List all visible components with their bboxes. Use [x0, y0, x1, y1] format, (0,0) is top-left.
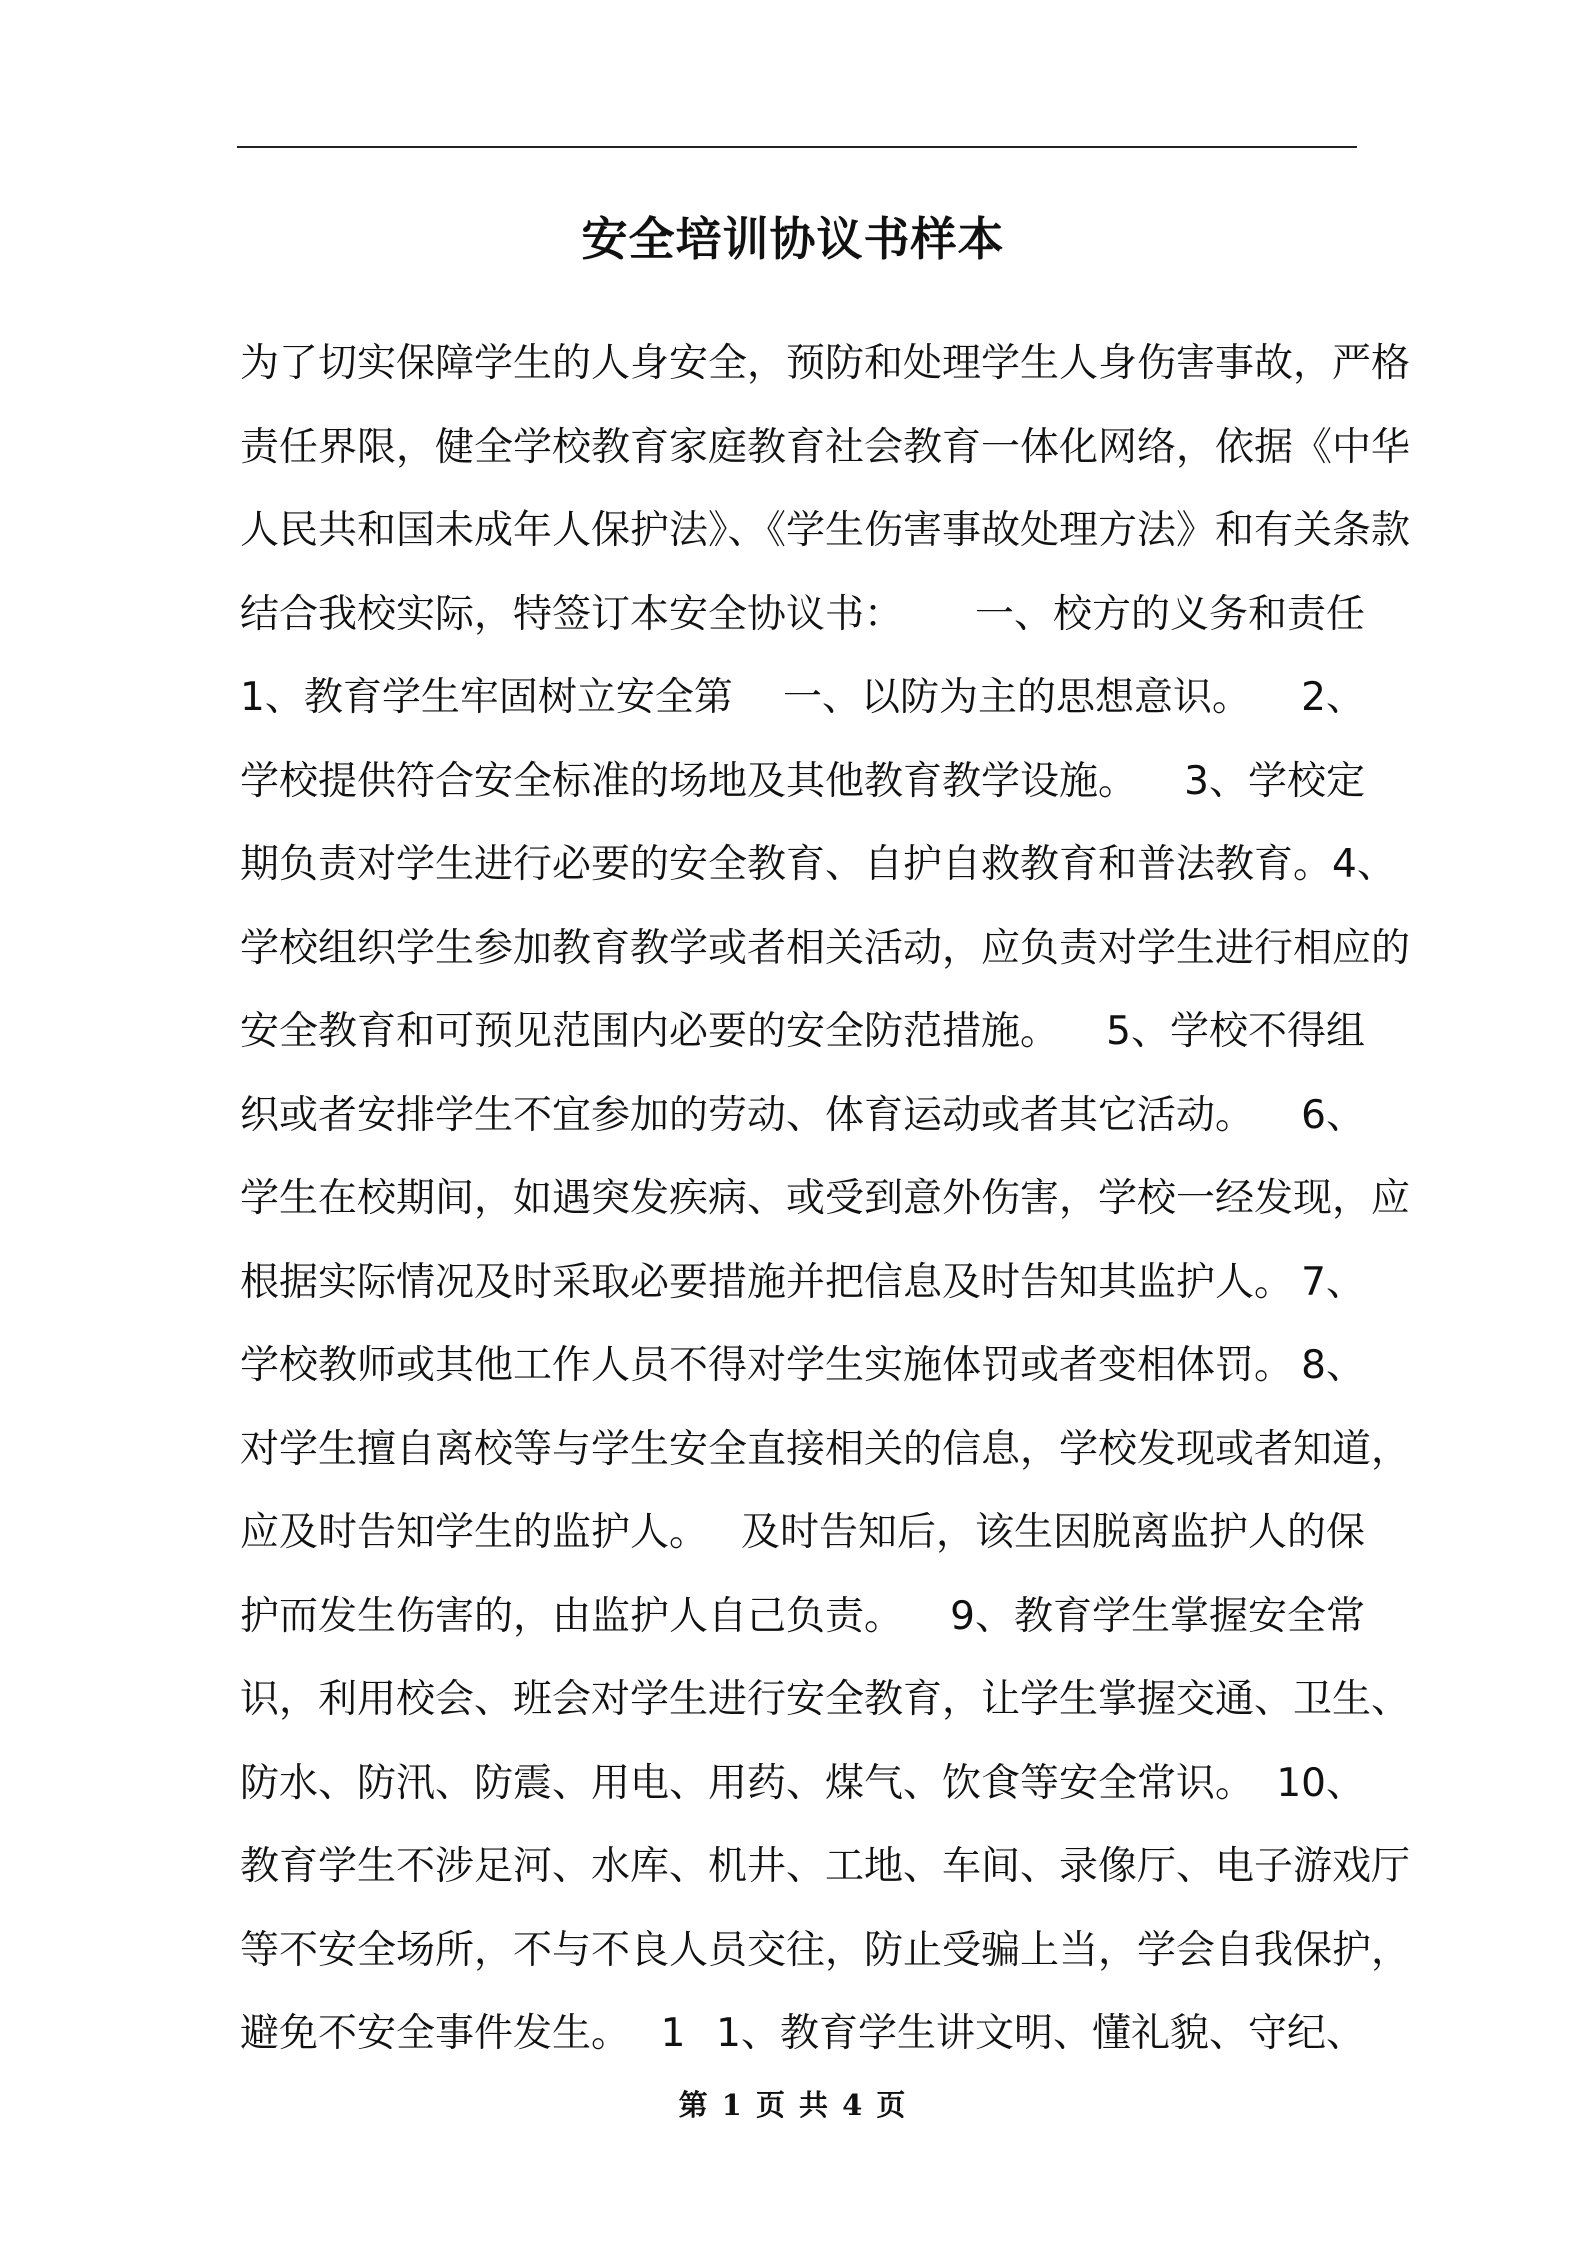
body-line-segment: 学校提供符合安全标准的场地及其他教育教学设施。: [240, 758, 1138, 804]
body-line-segment: 学生在校期间，如遇突发疾病、或受到意外伤害，学校一经发现，应: [240, 1176, 1411, 1221]
body-line: [240, 1658, 1411, 1742]
body-line: [240, 322, 1411, 406]
body-line-segment: 1: [660, 2011, 686, 2056]
body-line: [240, 823, 1396, 907]
body-line-segment: 学校教师或其他工作人员不得对学生实施体罚或者变相体罚。: [240, 1343, 1294, 1388]
body-line-segment: 责任界限，健全学校教育家庭教育社会教育一体化网络，依据《中华: [240, 424, 1411, 470]
body-line-segment: 5、学校不得组: [1106, 1009, 1365, 1054]
body-line: [240, 1074, 1365, 1158]
body-line: [240, 656, 1365, 740]
body-line: [240, 573, 1365, 657]
body-line-segment: 等不安全场所，不与不良人员交往，防止受骗上当，学会自我保护，: [240, 1927, 1411, 1973]
body-line: [240, 1491, 1365, 1575]
body-line-segment: 1、教育学生牢固树立安全第: [240, 675, 733, 720]
body-line-segment: 避免不安全事件发生。: [240, 2011, 631, 2056]
body-line-segment: 3、学校定: [1184, 758, 1365, 804]
body-line-segment: 8、: [1301, 1343, 1365, 1388]
body-line: [240, 1742, 1365, 1826]
body-line: [240, 990, 1365, 1074]
body-line-segment: 安全教育和可预见范围内必要的安全防范措施。: [240, 1009, 1060, 1054]
body-line: [240, 1408, 1411, 1492]
body-line-segment: 人民共和国未成年人保护法》、《学生伤害事故处理方法》和有关条款: [240, 508, 1411, 553]
body-line: [240, 907, 1411, 991]
body-line-segment: 根据实际情况及时采取必要措施并把信息及时告知其监护人。: [240, 1259, 1294, 1305]
document-title: 安全培训协议书样本: [581, 212, 1005, 266]
body-line: [240, 1157, 1411, 1241]
body-line-segment: 防水、防汛、防震、用电、用药、煤气、饮食等安全常识。: [240, 1760, 1255, 1806]
body-line-segment: 2、: [1301, 675, 1365, 720]
body-line-segment: 识，利用校会、班会对学生进行安全教育，让学生掌握交通、卫生、: [240, 1677, 1411, 1722]
body-line: [240, 406, 1411, 490]
body-line: [240, 1575, 1365, 1659]
body-line-segment: 9、教育学生掌握安全常: [950, 1593, 1365, 1639]
body-line-segment: 7、: [1301, 1259, 1365, 1305]
body-line-segment: 对学生擅自离校等与学生安全直接相关的信息，学校发现或者知道，: [240, 1426, 1411, 1472]
body-line-segment: 一、校方的义务和责任: [974, 591, 1365, 637]
body-line: [240, 740, 1365, 824]
body-line: [240, 1909, 1411, 1993]
body-line-segment: 及时告知后，该生因脱离监护人的保: [740, 1510, 1365, 1555]
body-line-segment: 结合我校实际，特签订本安全协议书：: [240, 591, 904, 637]
page-number: 第 1 页 共 4 页: [678, 2088, 908, 2122]
header-rule: [237, 146, 1357, 148]
body-line-segment: 1、教育学生讲文明、懂礼貌、守纪、: [716, 2011, 1365, 2056]
body-line-segment: 期负责对学生进行必要的安全教育、自护自救教育和普法教育。: [240, 842, 1333, 887]
body-line-segment: 织或者安排学生不宜参加的劳动、体育运动或者其它活动。: [240, 1092, 1255, 1138]
body-line: [240, 1992, 1365, 2076]
body-line-segment: 10、: [1276, 1760, 1365, 1806]
body-line-segment: 为了切实保障学生的人身安全，预防和处理学生人身伤害事故，严格: [240, 341, 1411, 386]
body-line-segment: 4、: [1332, 842, 1396, 887]
body-line-segment: 学校组织学生参加教育教学或者相关活动，应负责对学生进行相应的: [240, 925, 1411, 971]
body-line: [240, 1825, 1411, 1909]
body-line-segment: 6、: [1301, 1092, 1365, 1138]
body-line-segment: 一、以防为主的思想意识。: [782, 675, 1251, 720]
document-body: [240, 322, 1411, 2076]
body-line-segment: 教育学生不涉足河、水库、机井、工地、车间、录像厅、电子游戏厅: [240, 1844, 1411, 1889]
body-line: [240, 1324, 1365, 1408]
body-line-segment: 应及时告知学生的监护人。: [240, 1510, 709, 1555]
body-line: [240, 1241, 1365, 1325]
body-line: [240, 489, 1411, 573]
body-line-segment: 护而发生伤害的，由监护人自己负责。: [240, 1593, 904, 1639]
